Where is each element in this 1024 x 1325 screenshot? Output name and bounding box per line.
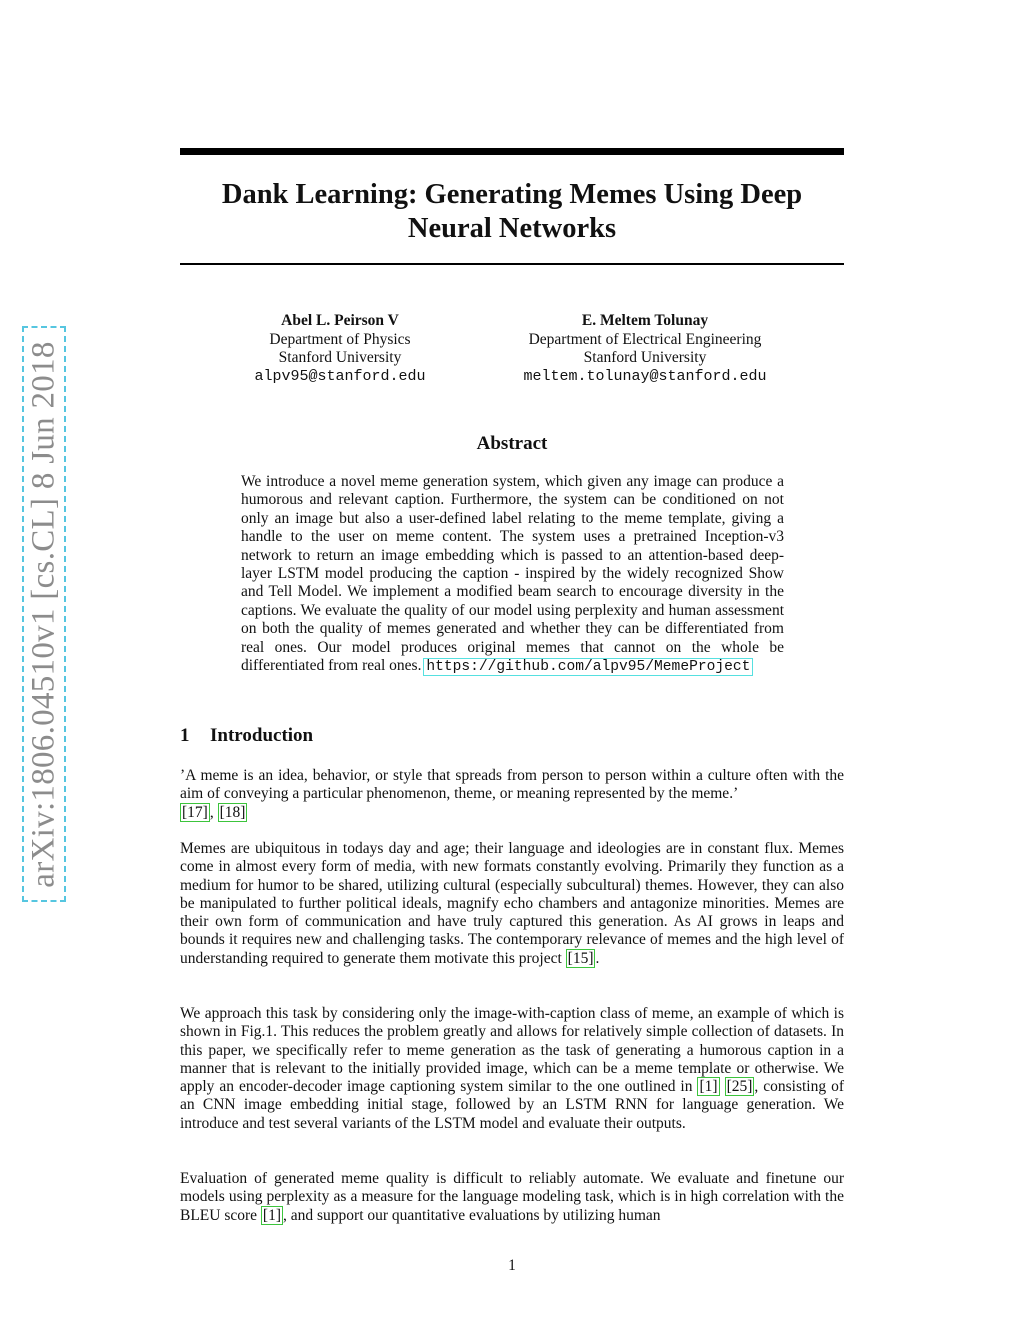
section-title: Introduction [210,725,314,746]
author-block-2 [490,312,800,386]
github-link[interactable]: https://github.com/alpv95/MemeProject [423,658,753,676]
author-block-1 [220,312,460,386]
paragraph-text: ’A meme is an idea, behavior, or style that spreads from person to person within a culture often with the aim of conveying a particular phenomenon, theme, or meaning represented by the meme.’ [180,767,844,803]
author-university: Stanford University [583,349,707,366]
author-department: Department of Physics [269,330,411,348]
author-name: E. Meltem Tolunay [581,312,709,329]
citation-link[interactable]: [17] [182,803,208,821]
arxiv-stamp [22,326,66,902]
paper-title: Dank Learning: Generating Memes Using Deep Neural Networks [221,179,803,244]
paragraph-approach [180,1005,844,1133]
author-university: Stanford University [278,349,402,366]
title-rule-top [180,148,844,155]
paragraph-text: Memes are ubiquitous in todays day and age; their language and ideologies are in constant flux. Memes come in almost every form of media, with new formats constantly evolving. Primarily they function as a medium for humor to be shared, utilizing cultural (especially subcultural) themes. However, they can also be manipulated to further political ideals, magnify echo chambers and antagonize minorities. Memes are their own form of communication and have truly captured this generation. As AI grows in leaps and bounds it requires new and challenging tasks. The contemporary relevance of memes and the high level of understanding required to generate them motivate this project [180,840,844,967]
paragraph-text-end: . [595,949,600,967]
paragraph-motivation [180,840,844,968]
abstract-heading: Abstract [476,433,548,454]
abstract-body [241,473,784,676]
author-email: alpv95@stanford.edu [254,367,426,385]
abstract-text: We introduce a novel meme generation system, which given any image can produce a humorous and relevant caption. Furthermore, the system can be conditioned on not only an image but also a user-defined label relating to the meme template, giving a handle to the user on meme content. The system uses a pretrained Inception-v3 network to return an image embedding which is passed to an attention-based deep-layer LSTM model producing the caption - inspired by the widely recognized Show and Tell Model. We implement a modified beam search to encourage diversity in the captions. We evaluate the quality of our model using perplexity and human assessment on both the quality of memes generated and whether they can be differentiated from real ones. Our model produces original memes that cannot on the whole be differentiated from real ones. [241,473,784,675]
page-number: 1 [508,1257,516,1274]
citation-link[interactable]: [1] [699,1078,718,1096]
citation-link[interactable]: [25] [726,1078,753,1096]
section-number: 1 [180,725,190,746]
author-department: Department of Electrical Engineering [528,330,762,348]
paragraph-text-continued: , and support our quantitative evaluations by utilizing human [283,1206,661,1224]
paragraph-text: Evaluation of generated meme quality is difficult to reliably automate. We evaluate and finetune our models using perplexity as a measure for the language modeling task, which is in high correlation with the BLEU score [180,1170,844,1224]
citation-link[interactable]: [15] [567,949,594,967]
paragraph-text-continued: , consisting of an CNN image embedding initial stage, followed by an LSTM RNN for language generation. We introduce and test several variants of the LSTM model and evaluate their outputs. [180,1078,845,1132]
citation-link[interactable]: [18] [219,803,246,821]
section-heading-introduction [180,725,313,747]
citation-separator: , [209,803,218,821]
arxiv-stamp-text: arXiv:1806.04510v1 [cs.CL] 8 Jun 2018 [25,340,62,888]
title-rule-bottom [180,263,844,265]
paragraph-meme-definition [180,767,844,822]
paragraph-text: We approach this task by considering only the image-with-caption class of meme, an example of which is shown in Fig.1. This reduces the problem greatly and allows for relatively simple collection of datasets. In this paper, we specifically refer to meme generation as the task of generating a humorous caption in a manner that is relevant to the initially provided image, which can be a meme template or otherwise. We apply an encoder-decoder image captioning system similar to the one outlined in [180,1005,844,1096]
author-email: meltem.tolunay@stanford.edu [523,367,767,385]
paragraph-evaluation [180,1170,844,1225]
citation-link[interactable]: [1] [262,1206,281,1224]
author-name: Abel L. Peirson V [281,312,399,329]
citation-separator [720,1078,725,1095]
